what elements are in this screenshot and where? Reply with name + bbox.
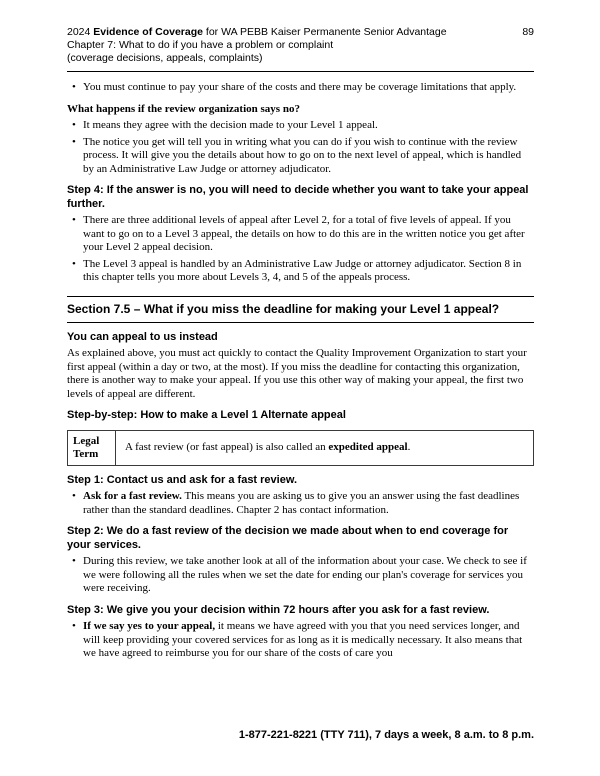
header-title xyxy=(67,26,447,39)
list-item xyxy=(67,214,534,255)
legal-term-text xyxy=(116,431,533,465)
header-title-bold: Evidence of Coverage xyxy=(93,26,203,38)
legal-term-label: Legal Term xyxy=(68,431,116,465)
list-item xyxy=(67,81,534,95)
section-divider-bottom xyxy=(67,322,534,323)
legal-term-box xyxy=(67,430,534,466)
list-item xyxy=(67,136,534,177)
bullet-text: If we say yes to your appeal, it means we have agreed with you that you need services longer, and will keep providing your covered services for as long as it is medically necessary. It also means that we have agreed to reimburse you for our share of the costs of care you xyxy=(83,620,523,659)
list-item xyxy=(67,490,534,517)
appeal-heading: You can appeal to us instead xyxy=(67,330,218,343)
bullet-marker: • xyxy=(72,119,76,131)
list-item xyxy=(67,555,534,596)
step4-heading: Step 4: If the answer is no, you will need to decide whether you want to take your appeal further. xyxy=(67,184,529,210)
step-by-step-heading: Step-by-step: How to make a Level 1 Alternate appeal xyxy=(67,409,346,421)
bullet-text: You must continue to pay your share of the costs and there may be coverage limitations that apply. xyxy=(83,81,517,93)
section-heading: Section 7.5 – What if you miss the deadline for making your Level 1 appeal? xyxy=(67,301,500,316)
header-divider xyxy=(67,71,534,72)
bullet-text: The notice you get will tell you in writing what you can do if you wish to continue with the review process. It will give you the details about how to go on to the next level of appeal, which is handled by an Administrative Law Judge or attorney adjudicator. xyxy=(83,135,522,175)
bullet-text: There are three additional levels of appeal after Level 2, for a total of five levels of appeal. If you want to go on to a Level 3 appeal, the details on how to do this are in the written notice you get after your Level 2 appeal decision. xyxy=(83,214,525,253)
section-7-5-block xyxy=(67,296,534,323)
header-title-row xyxy=(67,26,534,39)
page-content xyxy=(67,81,534,661)
legal-term-bold: expedited appeal xyxy=(328,440,408,453)
bullet-lead-bold: Ask for a fast review. xyxy=(83,490,182,502)
bullet-lead-bold: If we say yes to your appeal, xyxy=(83,620,216,632)
step2-heading: Step 2: We do a fast review of the decision we made about when to end coverage for your services. xyxy=(67,525,509,551)
header-title-prefix: 2024 xyxy=(67,26,94,38)
appeal-paragraph: As explained above, you must act quickly to contact the Quality Improvement Organization to start your first appeal (within a day or two, at the most). If you miss the deadline for contacting this organization, there is another way to make your appeal. If you use this other way of making your appeal, the first two levels of appeal are different. xyxy=(67,347,527,400)
legal-term-definition: A fast review (or fast appeal) is also called an expedited appeal. xyxy=(125,440,411,453)
step3-heading: Step 3: We give you your decision within 72 hours after you ask for a fast review. xyxy=(67,603,490,616)
header-title-suffix: for WA PEBB Kaiser Permanente Senior Advantage xyxy=(203,26,447,38)
bullet-text: It means they agree with the decision made to your Level 1 appeal. xyxy=(83,119,378,131)
list-item xyxy=(67,620,534,661)
bullet-text: The Level 3 appeal is handled by an Administrative Law Judge or attorney adjudicator. Section 8 in this chapter tells you more about Levels 3, 4, and 5 of the appeals process. xyxy=(83,257,522,283)
question-heading: What happens if the review organization says no? xyxy=(67,102,300,115)
page-footer: 1-877-221-8221 (TTY 711), 7 days a week, 8 a.m. to 8 p.m. xyxy=(238,729,534,741)
list-item xyxy=(67,258,534,285)
bullet-marker: • xyxy=(72,490,76,502)
list-item xyxy=(67,119,534,133)
bullet-text: During this review, we take another look at all of the information about your case. We check to see if we were following all the rules when we set the date for ending our plan's coverage for services you were receiving. xyxy=(83,555,527,594)
bullet-text: Ask for a fast review. This means you are asking us to give you an answer using the fast deadlines rather than the standard deadlines. Chapter 2 has contact information. xyxy=(83,490,520,516)
header-chapter-sub: (coverage decisions, appeals, complaints) xyxy=(67,52,263,64)
bullet-marker: • xyxy=(72,135,76,148)
bullet-marker: • xyxy=(72,620,76,632)
page-number: 89 xyxy=(522,26,534,38)
header-chapter-line: Chapter 7: What to do if you have a problem or complaint xyxy=(67,39,334,51)
bullet-marker: • xyxy=(72,81,76,93)
step1-heading: Step 1: Contact us and ask for a fast review. xyxy=(67,473,298,486)
bullet-marker: • xyxy=(72,214,76,226)
page-header xyxy=(67,26,534,65)
bullet-marker: • xyxy=(72,257,76,270)
bullet-marker: • xyxy=(72,555,76,567)
